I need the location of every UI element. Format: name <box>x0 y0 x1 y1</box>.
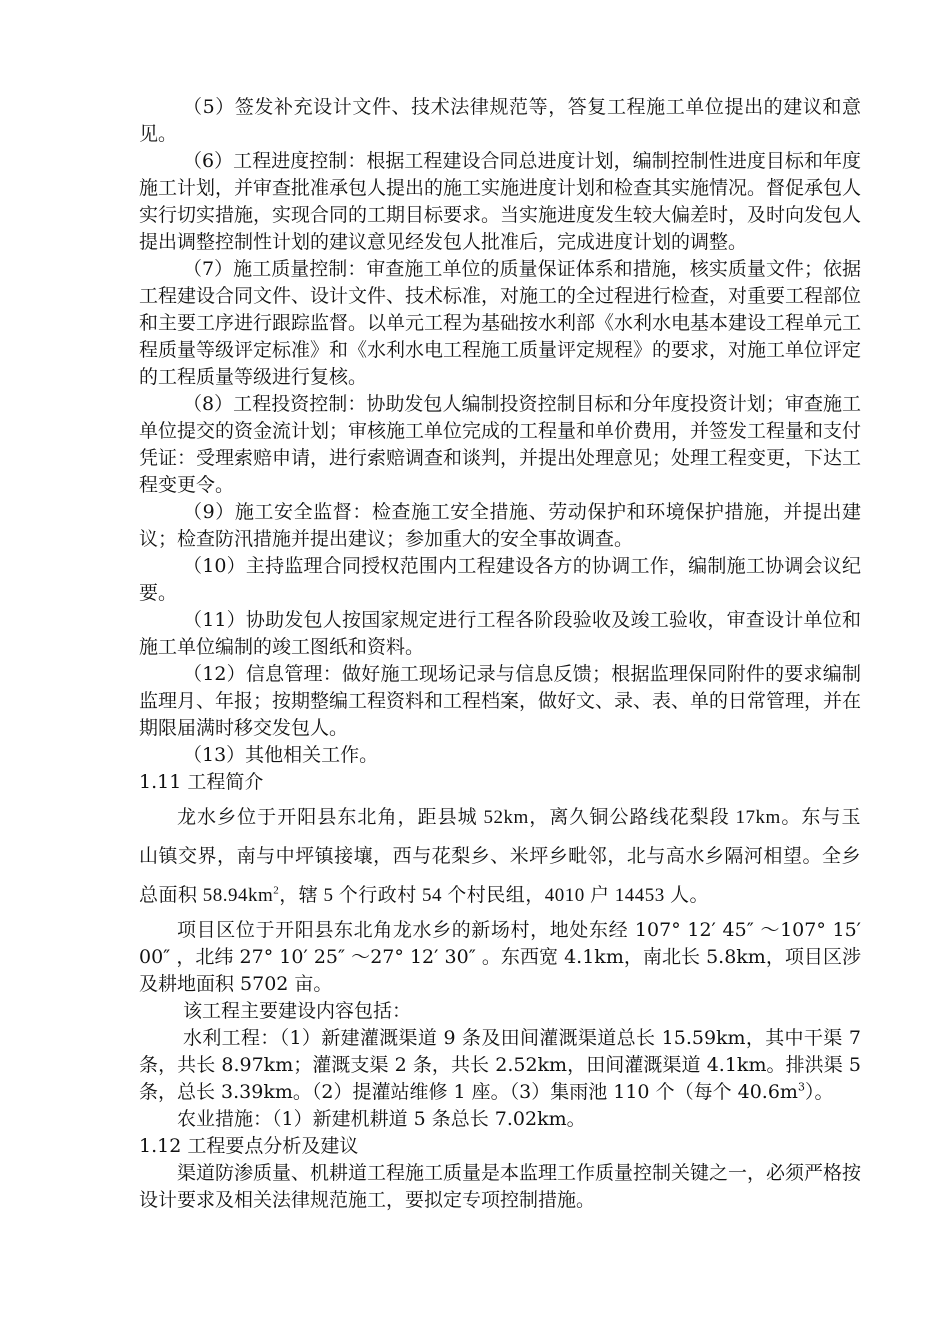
item-5: （5）签发补充设计文件、技术法律规范等，答复工程施工单位提出的建议和意见。 <box>139 96 861 145</box>
item-13-other: （13）其他相关工作。 <box>183 744 379 766</box>
item-6-schedule-control: （6）工程进度控制：根据工程建设合同总进度计划，编制控制性进度目标和年度施工计划，并审查批准承包人提出的施工实施进度计划和检查其实施情况。督促承包人实行切实措施，实现合同的工期目标要求。当实施进度发生较大偏差时，及时向发包人提出调整控制性计划的建议意见经发包人批准后，完成进度计划的调整。 <box>139 150 862 253</box>
item-12-information-management: （12）信息管理：做好施工现场记录与信息反馈；根据监理保同附件的要求编制监理月、年报；按期整编工程资料和工程档案，做好文、录、表、单的日常管理，并在期限届满时移交发包人。 <box>139 663 862 739</box>
water-works-paragraph <box>139 1025 861 1106</box>
project-area-paragraph: 项目区位于开阳县东北角龙水乡的新场村，地处东经 107° 12′ 45″ ～107° 15′ 00″ ，北纬 27° 10′ 25″ ～27° 12′ 30″ 。东西宽 4.1km，南北长 5.8km，项目区涉及耕地面积 5702 亩。 <box>139 919 861 995</box>
item-10-coordination: （10）主持监理合同授权范围内工程建设各方的协调工作，编制施工协调会议纪要。 <box>139 555 861 604</box>
area-unit-superscript: 2 <box>273 884 280 897</box>
water-works-text: 水利工程：（1）新建灌溉渠道 9 条及田间灌溉渠道总长 15.59km，其中干渠 7 条，共长 8.97km；灌溉支渠 2 条，共长 2.52km，田间灌溉渠道 4.1km。排洪渠 5 条，总长 3.39km。（2）提灌站维修 1 座。（3）集雨池 110 个（每个 40.6m <box>139 1027 861 1103</box>
item-11-acceptance: （11）协助发包人按国家规定进行工程各阶段验收及竣工验收，审查设计单位和施工单位编制的竣工图纸和资料。 <box>139 609 861 658</box>
section-1-12-heading: 1.12 工程要点分析及建议 <box>139 1135 359 1157</box>
volume-unit-superscript: 3 <box>797 1080 805 1094</box>
key-points-paragraph: 渠道防渗质量、机耕道工程施工质量是本监理工作质量控制关键之一，必须严格按设计要求及相关法律规范施工，要拟定专项控制措施。 <box>139 1162 862 1211</box>
township-intro-text-end: ，辖 5 个行政村 54 个村民组，4010 户 14453 人。 <box>279 885 710 906</box>
document-page <box>139 94 861 1214</box>
township-intro-text: 龙水乡位于开阳县东北角，距县城 52km，离久铜公路线花梨段 17km。东与玉山镇交界，南与中坪镇接壤，西与花梨乡、米坪乡毗邻，北与高水乡隔河相望。全乡总面积 58.94km <box>139 807 861 906</box>
section-1-11-heading: 1.11 工程简介 <box>139 771 264 793</box>
item-7-quality-control: （7）施工质量控制：审查施工单位的质量保证体系和措施，核实质量文件；依据工程建设合同文件、设计文件、技术标准，对施工的全过程进行检查，对重要工程部位和主要工序进行跟踪监督。以单元工程为基础按水利部《水利水电基本建设工程单元工程质量等级评定标准》和《水利水电工程施工质量评定规程》的要求，对施工单位评定的工程质量等级进行复核。 <box>139 258 862 388</box>
township-intro <box>139 798 861 915</box>
item-9-safety-supervision: （9）施工安全监督：检查施工安全措施、劳动保护和环境保护措施，并提出建议；检查防汛措施并提出建议；参加重大的安全事故调查。 <box>139 501 861 550</box>
water-works-text-end: ）。 <box>804 1081 834 1103</box>
agricultural-measures-paragraph: 农业措施：（1）新建机耕道 5 条总长 7.02km。 <box>177 1108 586 1130</box>
construction-contents-intro: 该工程主要建设内容包括： <box>183 1000 412 1022</box>
item-8-investment-control: （8）工程投资控制：协助发包人编制投资控制目标和分年度投资计划；审查施工单位提交的资金流计划；审核施工单位完成的工程量和单价费用，并签发工程量和支付凭证：受理索赔申请，进行索赔调查和谈判，并提出处理意见；处理工程变更，下达工程变更令。 <box>139 393 862 496</box>
